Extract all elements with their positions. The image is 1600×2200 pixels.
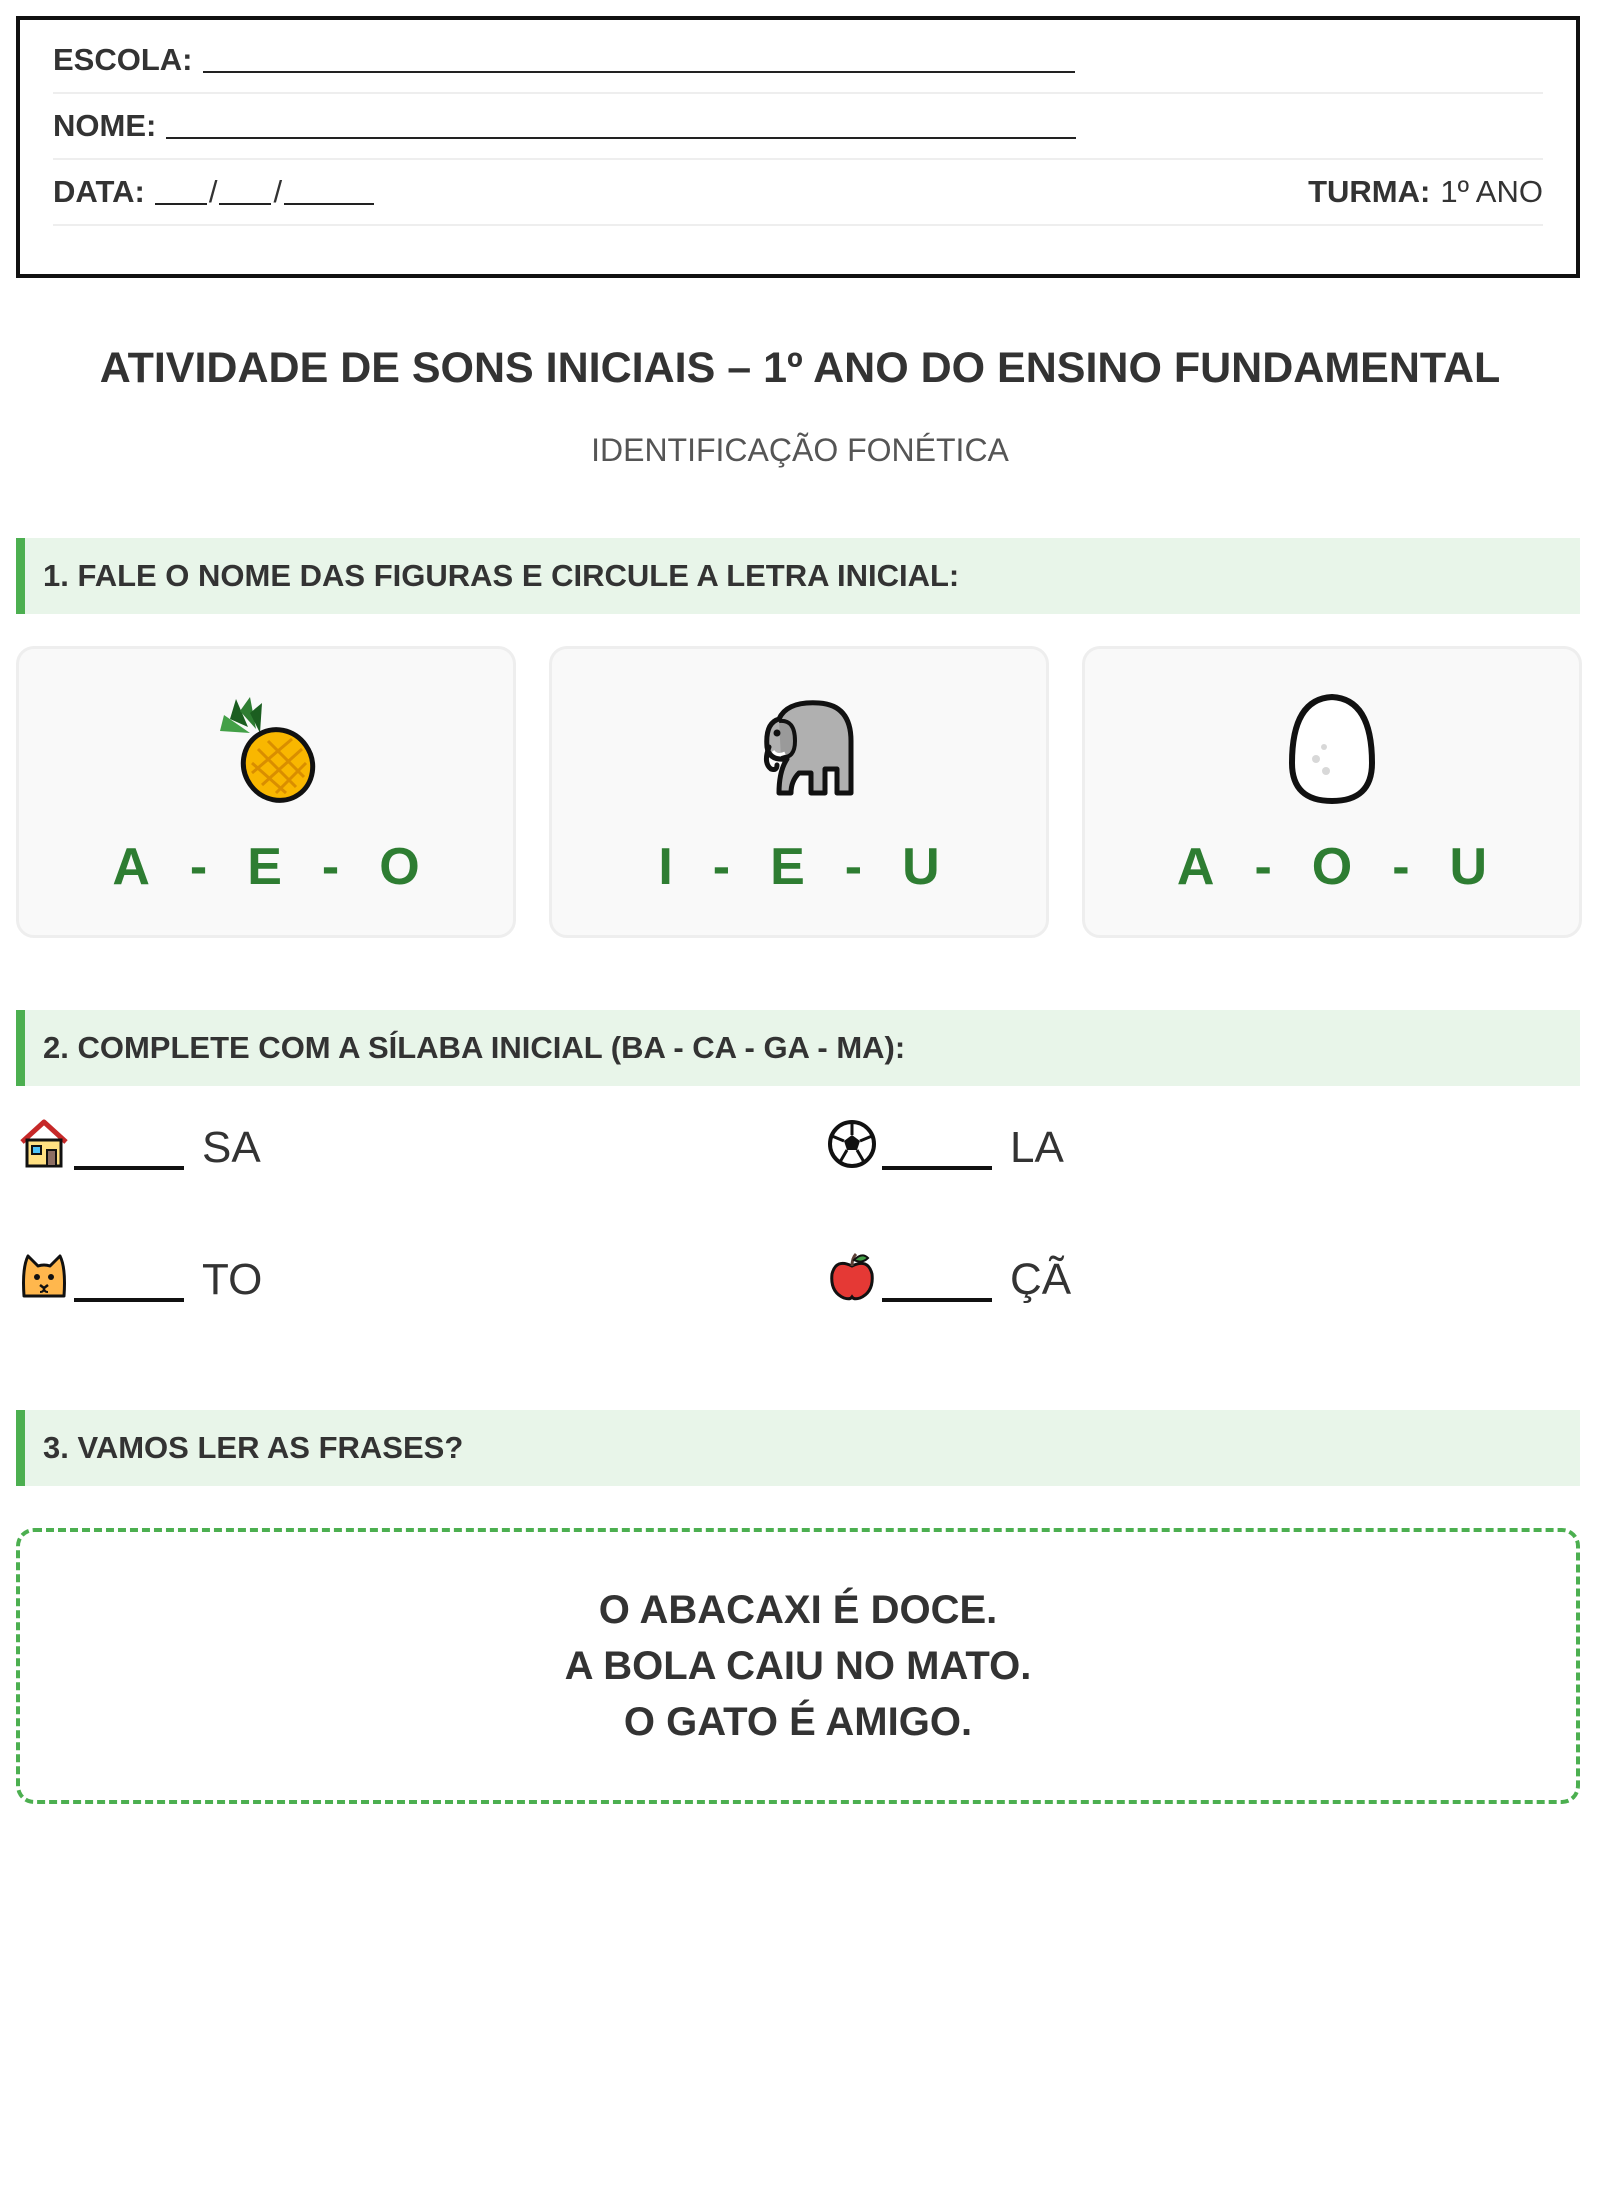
class-label: TURMA:: [1308, 174, 1431, 209]
picture-card-pineapple: [16, 646, 516, 938]
syllable-blank[interactable]: [74, 1126, 184, 1170]
word-ending: LA: [1010, 1123, 1064, 1172]
letter-option[interactable]: A: [112, 838, 150, 896]
sentence: A BOLA CAIU NO MATO.: [564, 1644, 1032, 1688]
apple-icon: [826, 1250, 878, 1302]
school-label: ESCOLA:: [53, 42, 193, 77]
egg-icon: [1272, 689, 1392, 809]
pineapple-icon: [206, 689, 326, 809]
syllable-item-house: [18, 1118, 261, 1170]
page-title: ATIVIDADE DE SONS INICIAIS – 1º ANO DO ENSINO FUNDAMENTAL: [99, 344, 1501, 392]
syllable-item-ball: [826, 1118, 1064, 1170]
separator: -: [189, 838, 208, 896]
syllable-item-cat: [18, 1250, 262, 1302]
letter-option[interactable]: O: [1311, 838, 1353, 896]
letter-option[interactable]: U: [902, 838, 940, 896]
syllable-blank[interactable]: [74, 1258, 184, 1302]
school-field[interactable]: [203, 47, 1075, 73]
date-row: [53, 160, 1543, 226]
separator: -: [321, 838, 340, 896]
separator: -: [844, 838, 863, 896]
letter-options: [552, 837, 1046, 897]
soccer-ball-icon: [826, 1118, 878, 1170]
class-value: 1º ANO: [1440, 174, 1543, 209]
date-separator: /: [273, 174, 283, 209]
separator: -: [1254, 838, 1272, 896]
school-row: [53, 28, 1543, 94]
sentence: O GATO É AMIGO.: [623, 1700, 973, 1744]
date-label: DATA:: [53, 174, 145, 209]
date-day-field[interactable]: [155, 179, 207, 205]
word-ending: TO: [202, 1255, 263, 1304]
name-row: [53, 94, 1543, 160]
house-icon: [18, 1118, 70, 1170]
sentence: O ABACAXI É DOCE.: [598, 1588, 998, 1632]
date-year-field[interactable]: [284, 179, 374, 205]
word-ending: ÇÃ: [1010, 1255, 1072, 1304]
syllable-blank[interactable]: [882, 1126, 992, 1170]
page-subtitle: IDENTIFICAÇÃO FONÉTICA: [591, 432, 1009, 468]
syllable-blank[interactable]: [882, 1258, 992, 1302]
picture-card-egg: [1082, 646, 1582, 938]
picture-card-elephant: [549, 646, 1049, 938]
name-field[interactable]: [166, 113, 1076, 139]
section-3-heading: 3. VAMOS LER AS FRASES?: [16, 1410, 1580, 1486]
student-info-box: [16, 16, 1580, 278]
letter-option[interactable]: A: [1176, 838, 1215, 896]
word-ending: SA: [202, 1123, 261, 1172]
letter-option[interactable]: E: [770, 838, 805, 896]
syllable-item-apple: [826, 1250, 1071, 1302]
section-1-heading: 1. FALE O NOME DAS FIGURAS E CIRCULE A LETRA INICIAL:: [16, 538, 1580, 614]
letter-option[interactable]: I: [658, 838, 673, 896]
cat-icon: [18, 1250, 70, 1302]
reading-sentences-box: [16, 1528, 1580, 1804]
section-2-heading: 2. COMPLETE COM A SÍLABA INICIAL (BA - CA - GA - MA):: [16, 1010, 1580, 1086]
letter-option[interactable]: O: [379, 838, 420, 896]
date-separator: /: [208, 174, 218, 209]
letter-option[interactable]: E: [247, 838, 282, 896]
letter-options: [19, 837, 513, 897]
date-month-field[interactable]: [219, 179, 271, 205]
letter-option[interactable]: U: [1449, 838, 1488, 896]
elephant-icon: [739, 689, 859, 809]
separator: -: [712, 838, 731, 896]
name-label: NOME:: [53, 108, 157, 143]
letter-options: [1085, 837, 1579, 897]
separator: -: [1392, 838, 1410, 896]
